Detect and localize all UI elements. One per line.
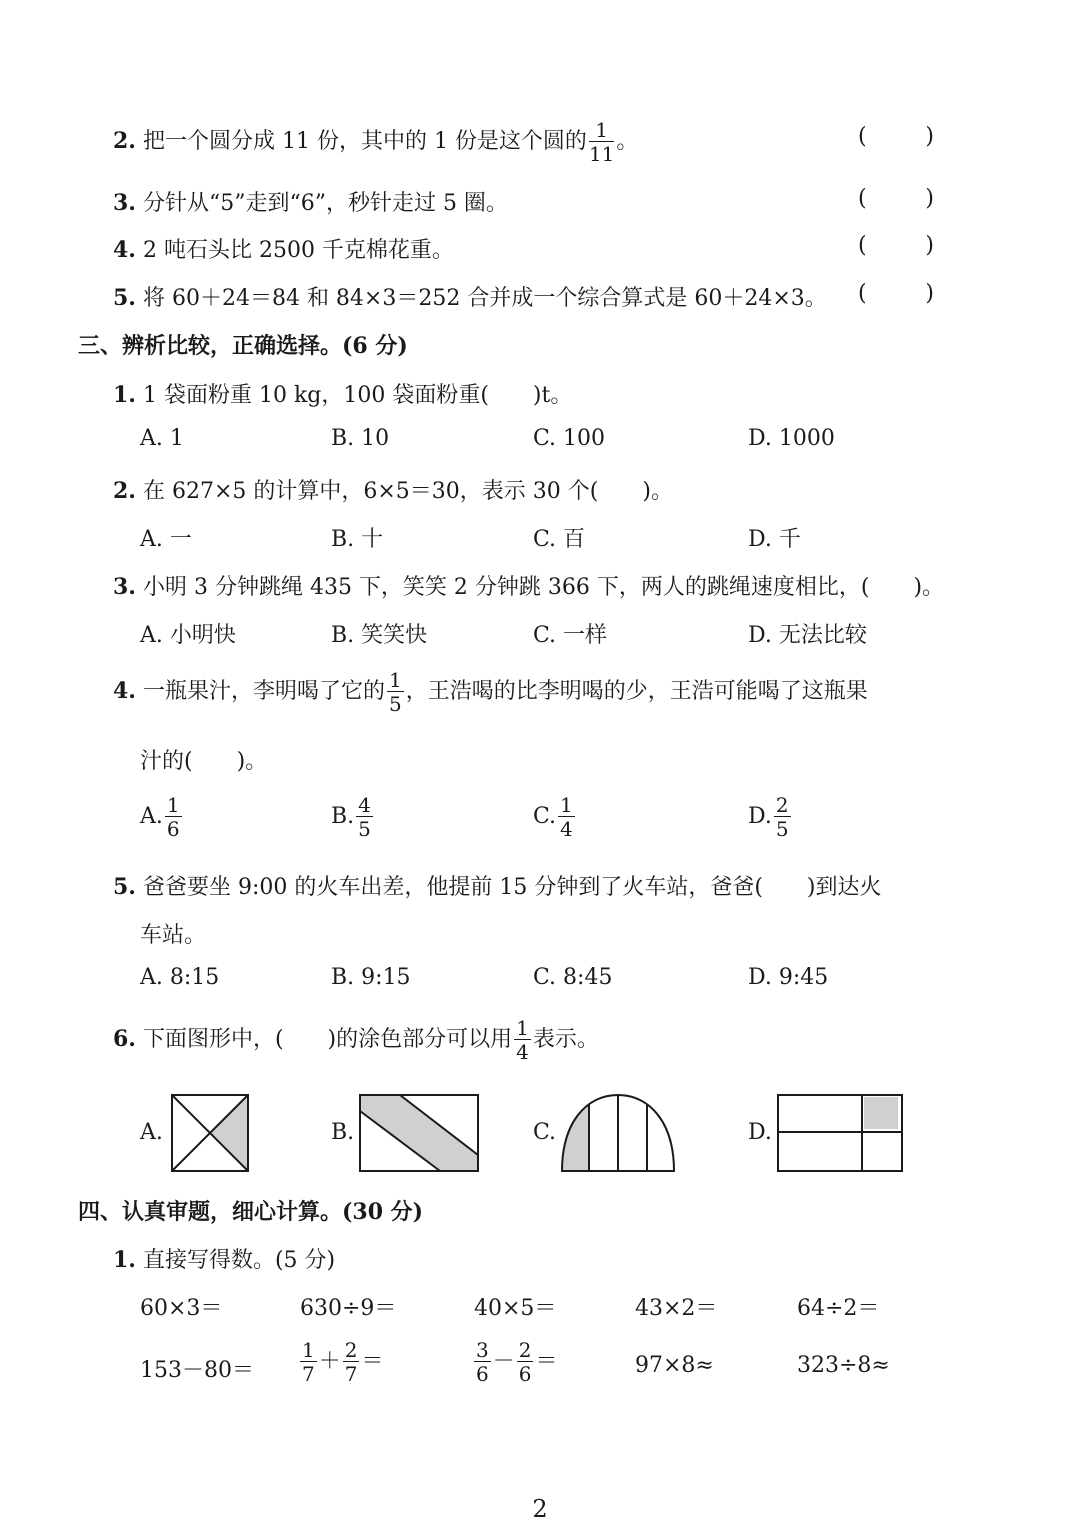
calc-item: 153－80＝: [140, 1358, 254, 1383]
option-a[interactable]: A. $\frac{1}{6}$: [140, 793, 180, 841]
item-number: 2.: [113, 128, 136, 154]
item-text: 将 60＋24＝84 和 84×3＝252 合并成一个综合算式是 60＋24×3。: [142, 286, 827, 311]
item-text: 把一个圆分成 11 份，其中的 1 份是这个圆的: [142, 129, 587, 154]
option-c[interactable]: C. 百: [533, 527, 586, 552]
option-a[interactable]: A. 小明快: [140, 623, 236, 648]
option-d[interactable]: D. $\frac{2}{5}$: [748, 793, 789, 841]
calc-item-fraction-sum: $\frac{1}{7}$ ＋ $\frac{2}{7}$ ＝: [302, 1338, 384, 1386]
option-a[interactable]: A. 8:15: [140, 965, 220, 990]
option-c[interactable]: C. 8:45: [533, 965, 613, 990]
option-a[interactable]: A. 一: [140, 527, 192, 552]
calc-item-fraction-diff: $\frac{3}{6}$ － $\frac{2}{6}$ ＝: [476, 1338, 558, 1386]
figure-c-semicircle: [560, 1093, 676, 1173]
fraction: $\frac{1}{11}$: [588, 118, 615, 166]
option-a[interactable]: A.: [140, 1120, 163, 1145]
item-text: 2 吨石头比 2500 千克棉花重。: [142, 238, 454, 263]
option-d[interactable]: D. 无法比较: [748, 623, 867, 648]
question-text: 1 袋面粉重 10 kg，100 袋面粉重( )t。: [142, 383, 573, 408]
question-text: 下面图形中，( )的涂色部分可以用: [142, 1027, 513, 1052]
question-text: 直接写得数。(5 分): [142, 1248, 336, 1273]
fraction: $\frac{1}{5}$: [388, 668, 402, 716]
option-d[interactable]: D. 千: [748, 527, 801, 552]
option-b[interactable]: B. 10: [331, 426, 390, 451]
calc-item: 43×2＝: [635, 1296, 718, 1321]
option-c[interactable]: C. $\frac{1}{4}$: [533, 793, 573, 841]
option-c[interactable]: C.: [533, 1120, 557, 1145]
option-c[interactable]: C. 100: [533, 426, 606, 451]
option-b[interactable]: B.: [331, 1120, 355, 1145]
option-b[interactable]: B. 十: [331, 527, 384, 552]
option-d[interactable]: D.: [748, 1120, 772, 1145]
option-d[interactable]: D. 1000: [748, 426, 835, 451]
calc-item: 97×8≈: [635, 1353, 714, 1378]
page-number: 2: [532, 1495, 548, 1523]
calc-item: 40×5＝: [474, 1296, 557, 1321]
option-b[interactable]: B. $\frac{4}{5}$: [331, 793, 371, 841]
option-b[interactable]: B. 9:15: [331, 965, 411, 990]
calc-item: 60×3＝: [140, 1296, 223, 1321]
section-4-title: 四、认真审题，细心计算。(30 分): [78, 1199, 424, 1225]
question-text: 一瓶果汁，李明喝了它的: [142, 679, 385, 704]
option-d[interactable]: D. 9:45: [748, 965, 829, 990]
section-3-title: 三、辨析比较，正确选择。(6 分): [78, 333, 408, 359]
question-text: 小明 3 分钟跳绳 435 下，笑笑 2 分钟跳 366 下，两人的跳绳速度相比，( )。: [142, 575, 945, 600]
figure-d-grid-rectangle: [776, 1093, 904, 1173]
option-a[interactable]: A. 1: [140, 426, 184, 451]
item-text: 分针从“5”走到“6”，秒针走过 5 圈。: [142, 191, 508, 216]
option-b[interactable]: B. 笑笑快: [331, 623, 428, 648]
option-c[interactable]: C. 一样: [533, 623, 608, 648]
calc-item: 630÷9＝: [300, 1296, 397, 1321]
figure-a-square: [170, 1093, 250, 1173]
calc-item: 323÷8≈: [797, 1353, 890, 1378]
question-text: 在 627×5 的计算中，6×5＝30，表示 30 个( )。: [142, 479, 673, 504]
fraction: $\frac{1}{4}$: [516, 1016, 529, 1064]
calc-item: 64÷2＝: [797, 1296, 880, 1321]
figure-b-rectangle: [358, 1093, 480, 1173]
question-text: 爸爸要坐 9:00 的火车出差，他提前 15 分钟到了火车站，爸爸( )到达火: [142, 875, 882, 900]
